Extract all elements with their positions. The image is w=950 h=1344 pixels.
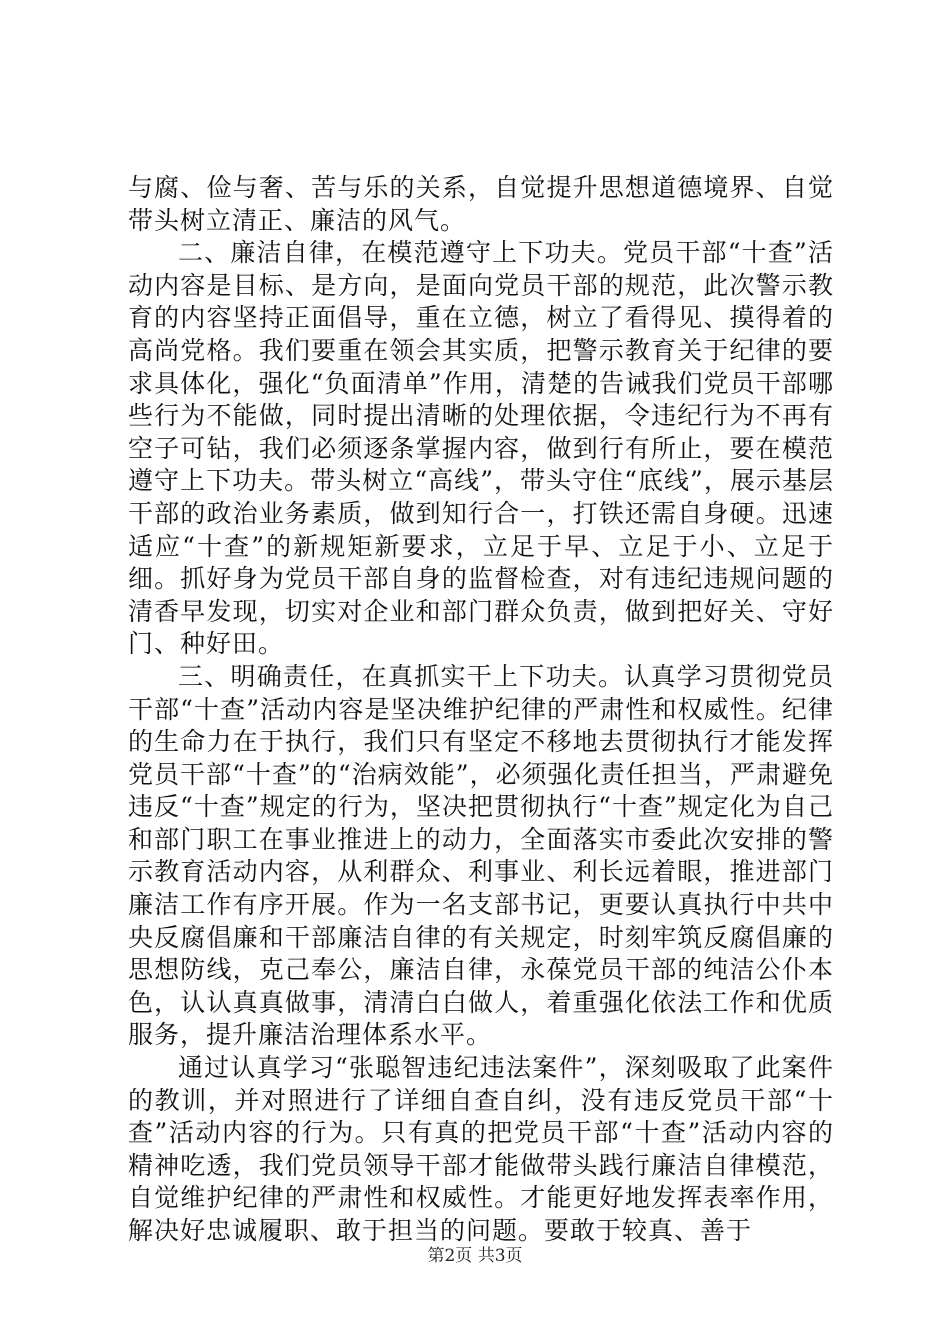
paragraph-section-three: 三、明确责任，在真抓实干上下功夫。认真学习贯彻党员干部“十查”活动内容是坚决维护纪律的严肃性和权威性。纪律的生命力在于执行，我们只有坚定不移地去贯彻执行才能发挥党员干部“十查”的“治病效能”，必须强化责任担当，严肃避免违反“十查”规定的行为，坚决把贯彻执行“十查”规定化为自己和部门职工在事业推进上的动力，全面落实市委此次安排的警示教育活动内容，从利群众、利事业、利长远着眼，推进部门廉洁工作有序开展。作为一名支部书记，更要认真执行中共中央反腐倡廉和干部廉洁自律的有关规定，时刻牢筑反腐倡廉的思想防线，克己奉公，廉洁自律，永葆党员干部的纯洁公仆本色，认认真真做事，清清白白做人，着重强化依法工作和优质服务，提升廉洁治理体系水平。 bbox=[128, 661, 834, 1050]
paragraph-case-study: 通过认真学习“张聪智违纪违法案件”，深刻吸取了此案件的教训，并对照进行了详细自查自纠，没有违反党员干部“十查”活动内容的行为。只有真的把党员干部“十查”活动内容的精神吃透，我们党员领导干部才能做带头践行廉洁自律模范，自觉维护纪律的严肃性和权威性。才能更好地发挥表率作用，解决好忠诚履职、敢于担当的问题。要敢于较真、善于 bbox=[128, 1053, 834, 1245]
paragraph-section-two: 二、廉洁自律，在模范遵守上下功夫。党员干部“十查”活动内容是目标、是方向，是面向党员干部的规范，此次警示教育的内容坚持正面倡导，重在立德，树立了看得见、摸得着的高尚党格。我们要重在领会其实质，把警示教育关于纪律的要求具体化，强化“负面清单”作用，清楚的告诫我们党员干部哪些行为不能做，同时提出清晰的处理依据，令违纪行为不再有空子可钻，我们必须逐条掌握内容，做到行有所止，要在模范遵守上下功夫。带头树立“高线”，带头守住“底线”，展示基层干部的政治业务素质，做到知行合一，打铁还需自身硬。迅速适应“十查”的新规矩新要求，立足于早、立足于小、立足于细。抓好身为党员干部自身的监督检查，对有违纪违规问题的清香早发现，切实对企业和部门群众负责，做到把好关、守好门、种好田。 bbox=[128, 238, 834, 659]
document-body bbox=[128, 172, 834, 1248]
page-number-footer: 第2页 共3页 bbox=[427, 1246, 523, 1266]
paragraph-continuation: 与腐、俭与奢、苦与乐的关系，自觉提升思想道德境界、自觉带头树立清正、廉洁的风气。 bbox=[128, 173, 834, 235]
